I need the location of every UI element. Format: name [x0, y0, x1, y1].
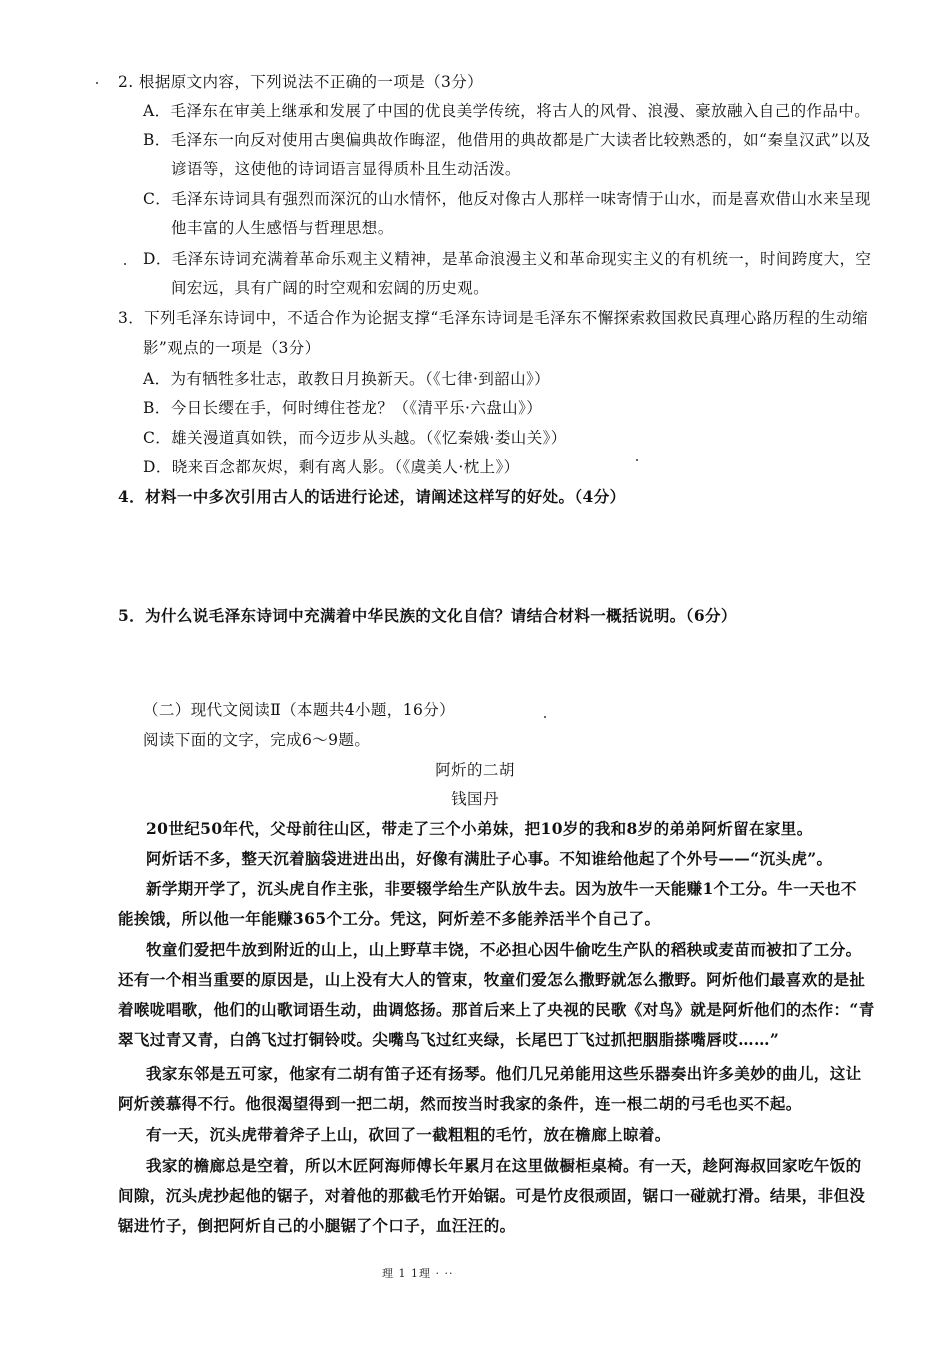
passage-line: 牧童们爱把牛放到附近的山上，山上野草丰饶，不必担心因牛偷吃生产队的稻秧或麦苗而被扣了工分。 — [146, 940, 862, 959]
q2-option-b: B．毛泽东一向反对使用古奥偏典故作晦涩，他借用的典故都是广大读者比较熟悉的，如“秦皇汉武”以及 — [143, 131, 872, 149]
passage-line: 我家的檐廊总是空着，所以木匠阿海师傅长年累月在这里做橱柜桌椅。有一天，趁阿海叔回家吃午饭的 — [146, 1156, 862, 1175]
passage-title: 阿炘的二胡 — [435, 761, 515, 779]
q2-option-d: D．毛泽东诗词充满着革命乐观主义精神，是革命浪漫主义和革命现实主义的有机统一，时间跨度大，空 — [143, 250, 872, 268]
q5-stem: 5．为什么说毛泽东诗词中充满着中华民族的文化自信？请结合材料一概括说明。（6分） — [118, 606, 737, 625]
page-footer-mark: 理 1 1理 · ·· — [382, 1268, 454, 1280]
passage-line: 阿炘话不多，整天沉着脑袋进进出出，好像有满肚子心事。不知谁给他起了个外号——“沉头虎”。 — [146, 849, 833, 868]
q3-option-b: B．今日长缨在手，何时缚住苍龙？（《清平乐·六盘山》） — [143, 399, 543, 417]
q4-stem: 4．材料一中多次引用古人的话进行论述，请阐述这样写的好处。（4分） — [118, 487, 626, 506]
q2-option-c: C．毛泽东诗词具有强烈而深沉的山水情怀，他反对像古人那样一味寄情于山水，而是喜欢借山水来呈现 — [143, 190, 871, 208]
passage-line: 能挨饿，所以他一年能赚365个工分。凭这，阿炘差不多能养活半个自己了。 — [118, 909, 661, 928]
q3-option-a: A．为有牺牲多壮志，敢教日月换新天。（《七律·到韶山》） — [143, 370, 551, 388]
q3-stem: 3．下列毛泽东诗词中，不适合作为论据支撑“毛泽东诗词是毛泽东不懈探索救国救民真理心路历程的生动缩 — [118, 309, 868, 327]
section-instruction: 阅读下面的文字，完成6～9题。 — [143, 731, 371, 749]
scan-speck — [636, 459, 638, 461]
q3-option-c: C．雄关漫道真如铁，而今迈步从头越。（《忆秦娥·娄山关》） — [143, 429, 567, 447]
passage-line: 我家东邻是五可家，他家有二胡有笛子还有扬琴。他们几兄弟能用这些乐器奏出许多美妙的曲儿，这让 — [146, 1064, 862, 1083]
passage-line: 着喉咙唱歌，他们的山歌词语生动，曲调悠扬。那首后来上了央视的民歌《对鸟》就是阿炘他们的杰作：“青 — [118, 1000, 875, 1019]
scan-speck — [124, 263, 126, 265]
scan-speck — [544, 716, 546, 718]
passage-line: 还有一个相当重要的原因是，山上没有大人的管束，牧童们爱怎么撒野就怎么撒野。阿炘他们最喜欢的是扯 — [118, 970, 866, 989]
q3-option-d: D．晓来百念都灰烬，剩有离人影。（《虞美人·枕上》） — [143, 458, 520, 476]
q2-option-b-cont: 谚语等，这使他的诗词语言显得质朴且生动活泼。 — [171, 160, 521, 178]
passage-line: 锯进竹子，倒把阿炘自己的小腿锯了个口子，血汪汪的。 — [118, 1216, 516, 1235]
passage-line: 新学期开学了，沉头虎自作主张，非要辍学给生产队放牛去。因为放牛一天能赚1个工分。牛一天也不 — [146, 879, 857, 898]
passage-line: 有一天，沉头虎带着斧子上山，砍回了一截粗粗的毛竹，放在檐廊上晾着。 — [146, 1125, 671, 1144]
q2-stem: 2. 根据原文内容，下列说法不正确的一项是（3分） — [118, 73, 484, 91]
passage-line: 阿炘羡慕得不行。他很渴望得到一把二胡，然而按当时我家的条件，连一根二胡的弓毛也买不起。 — [118, 1094, 802, 1113]
q3-stem-cont: 影”观点的一项是（3分） — [143, 339, 321, 357]
q2-option-c-cont: 他丰富的人生感悟与哲理思想。 — [171, 219, 394, 237]
section-heading: （二）现代文阅读Ⅱ（本题共4小题，16分） — [143, 701, 456, 719]
passage-line: 间隙，沉头虎抄起他的锯子，对着他的那截毛竹开始锯。可是竹皮很顽固，锯口一碰就打滑。结果，非但没 — [118, 1186, 866, 1205]
passage-line: 翠飞过青又青，白鸽飞过打铜铃哎。尖嘴鸟飞过红夹绿，长尾巴丁飞过抓把胭脂搽嘴唇哎……” — [118, 1030, 780, 1049]
passage-author: 钱国丹 — [451, 790, 499, 808]
q2-option-d-cont: 间宏远，具有广阔的时空观和宏阔的历史观。 — [171, 279, 490, 297]
passage-line: 20世纪50年代，父母前往山区，带走了三个小弟妹，把10岁的我和8岁的弟弟阿炘留在家里。 — [146, 819, 813, 838]
scan-speck — [96, 82, 98, 84]
q2-option-a: A．毛泽东在审美上继承和发展了中国的优良美学传统，将古人的风骨、浪漫、豪放融入自己的作品中。 — [143, 102, 871, 120]
